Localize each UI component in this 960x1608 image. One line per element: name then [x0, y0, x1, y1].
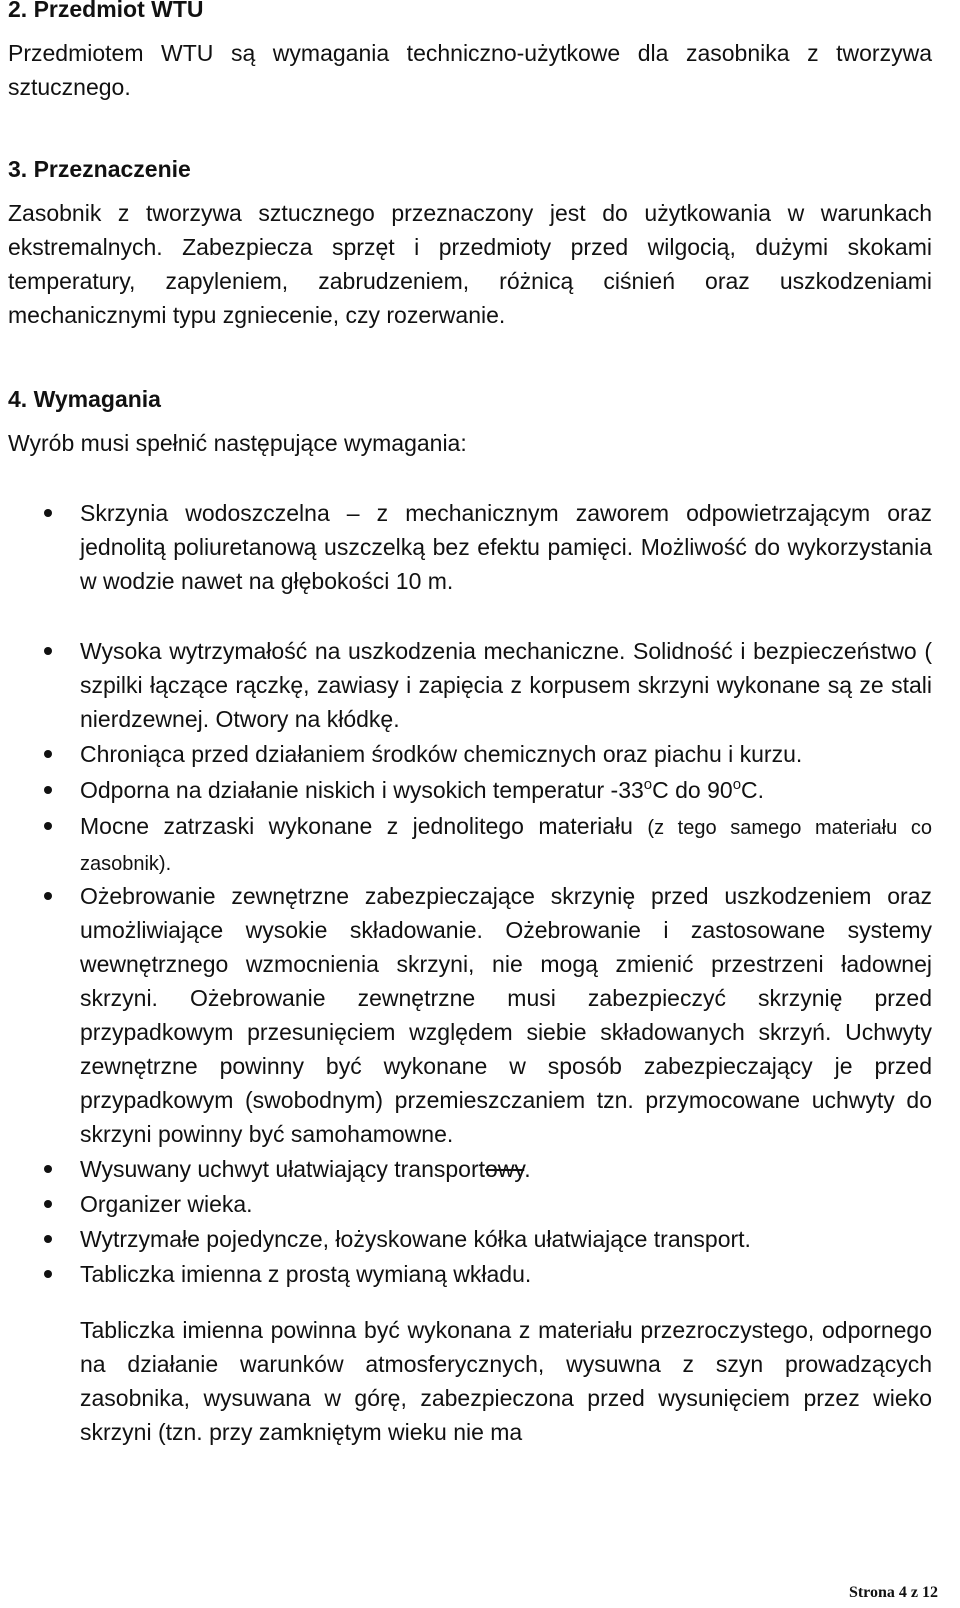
- list-item-text: Wysuwany uchwyt ułatwiający transport: [80, 1156, 486, 1182]
- list-item-text: Mocne zatrzaski wykonane z jednolitego materiału: [80, 813, 648, 839]
- list-item: [80, 634, 932, 736]
- list-item-text: Ożebrowanie zewnętrzne zabezpieczające skrzynię przed uszkodzeniem oraz umożliwiające wysokie składowanie. Ożebrowanie i zastosowane systemy wewnętrznego wzmocnienia skrzyni, nie mogą zmienić przestrzeni ładownej skrzyni. Ożebrowanie zewnętrzne musi zabezpieczyć skrzynię przed przypadkowym przesunięciem względem siebie składowanych skrzyń. Uchwyty zewnętrzne powinny być wykonane w sposób zabezpieczający je przed przypadkowym (swobodnym) przemieszczaniem tzn. przymocowane uchwyty do skrzyni powinny być samohamowne.: [80, 883, 932, 1147]
- requirements-intro: Wyrób musi spełnić następujące wymagania:: [8, 430, 467, 456]
- list-item: [80, 737, 932, 771]
- bullet-icon: [44, 647, 52, 655]
- bullet-icon: [44, 892, 52, 900]
- degree-superscript: o: [643, 776, 653, 793]
- list-item-text: Skrzynia wodoszczelna – z mechanicznym zaworem odpowietrzającym oraz jednolitą poliuretanową uszczelką bez efektu pamięci. Możliwość do wykorzystania w wodzie nawet na głębokości 10 m.: [80, 500, 932, 594]
- section-heading-przedmiot: 2. Przedmiot WTU: [8, 0, 204, 22]
- list-item: [80, 1152, 932, 1186]
- section-heading-wymagania: 4. Wymagania: [8, 386, 161, 412]
- list-item-text: Wytrzymałe pojedyncze, łożyskowane kółka ułatwiające transport.: [80, 1226, 751, 1252]
- bullet-icon: [44, 509, 52, 517]
- list-item: [80, 773, 932, 807]
- section-heading-przeznaczenie: 3. Przeznaczenie: [8, 156, 191, 182]
- list-item-text: C.: [741, 777, 765, 803]
- bullet-icon: [44, 750, 52, 758]
- bullet-icon: [44, 1200, 52, 1208]
- bullet-icon: [44, 786, 52, 794]
- list-item-text: C do 90: [652, 777, 733, 803]
- bullet-icon: [44, 1270, 52, 1278]
- list-item-text: Odporna na działanie niskich i wysokich temperatur -33: [80, 777, 644, 803]
- nameplate-paragraph: Tabliczka imienna powinna być wykonana z materiału przezroczystego, odpornego na działanie warunków atmosferycznych, wysuwna z szyn prowadzących zasobnika, wysuwana w górę, zabezpieczona przed wysunięciem przez wieko skrzyni (tzn. przy zamkniętym wieku nie ma: [80, 1317, 932, 1445]
- bullet-icon: [44, 822, 52, 830]
- bullet-icon: [44, 1235, 52, 1243]
- list-item: [80, 496, 932, 598]
- list-item: [80, 1187, 932, 1221]
- list-item-text: Tabliczka imienna z prostą wymianą wkładu.: [80, 1261, 532, 1287]
- struck-text: owy: [485, 1156, 525, 1182]
- list-item-note: (z tego samego materiału co zasobnik).: [80, 817, 932, 875]
- list-item: [80, 879, 932, 1151]
- list-item-text: .: [524, 1156, 531, 1182]
- list-item-text: Organizer wieka.: [80, 1191, 253, 1217]
- page-number: Strona 4 z 12: [848, 1584, 938, 1601]
- list-item: [80, 1257, 932, 1291]
- bullet-icon: [44, 1165, 52, 1173]
- section-text-przeznaczenie: Zasobnik z tworzywa sztucznego przeznaczony jest do użytkowania w warunkach ekstremalnych. Zabezpiecza sprzęt i przedmioty przed wilgocią, dużymi skokami temperatury, zapyleniem, zabrudzeniem, różnicą ciśnień oraz uszkodzeniami mechanicznymi typu zgniecenie, czy rozerwanie.: [8, 200, 932, 328]
- list-item: [80, 809, 932, 881]
- list-item-text: Chroniąca przed działaniem środków chemicznych oraz piachu i kurzu.: [80, 741, 803, 767]
- list-item-text: Wysoka wytrzymałość na uszkodzenia mechaniczne. Solidność i bezpieczeństwo ( szpilki łączące rączkę, zawiasy i zapięcia z korpusem skrzyni wykonane są ze stali nierdzewnej. Otwory na kłódkę.: [80, 638, 932, 732]
- degree-superscript: o: [732, 776, 742, 793]
- section-text-przedmiot: Przedmiotem WTU są wymagania techniczno-użytkowe dla zasobnika z tworzywa sztucznego.: [8, 40, 932, 100]
- list-item: [80, 1222, 932, 1256]
